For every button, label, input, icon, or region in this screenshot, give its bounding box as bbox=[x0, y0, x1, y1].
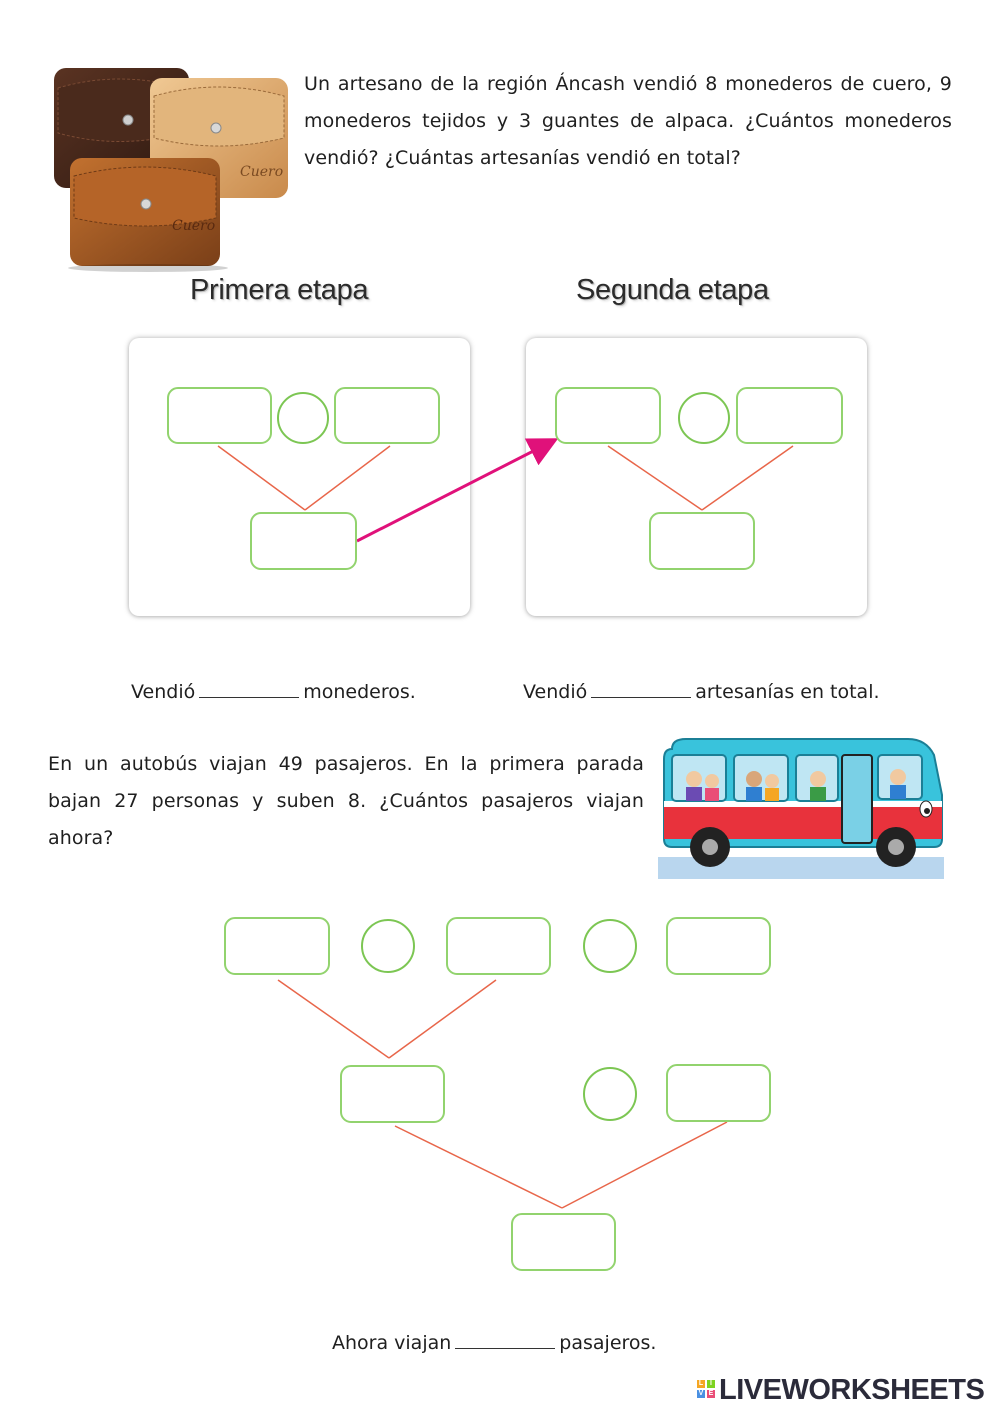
stage2-operand-1-box[interactable] bbox=[555, 387, 661, 444]
sentence-2-prefix: Vendió bbox=[523, 681, 588, 703]
sentence-1-prefix: Vendió bbox=[131, 681, 196, 703]
svg-text:Cuero: Cuero bbox=[240, 164, 284, 180]
wallets-image bbox=[48, 58, 294, 273]
stage1-operand-1-box[interactable] bbox=[167, 387, 272, 444]
stage1-result-box[interactable] bbox=[250, 512, 357, 570]
stage2-result-box[interactable] bbox=[649, 512, 755, 570]
problem-1-text: Un artesano de la región Áncash vendió 8 monederos de cuero, 9 monederos tejidos y 3 guantes de alpaca. ¿Cuántos monederos vendió? ¿Cuántas artesanías vendió en total? bbox=[304, 73, 952, 169]
stage1-operand-2-box[interactable] bbox=[334, 387, 440, 444]
bus-operator-circle-2[interactable] bbox=[583, 919, 637, 973]
bus-operand-3-box[interactable] bbox=[666, 917, 771, 975]
final-sentence-prefix: Ahora viajan bbox=[332, 1332, 452, 1354]
second-stage-panel bbox=[526, 338, 867, 616]
answer-sentence-2 bbox=[523, 679, 880, 703]
bus-operand-4-box[interactable] bbox=[666, 1064, 771, 1122]
liveworksheets-logo-mark: L I V E bbox=[698, 1380, 714, 1397]
stage2-operand-2-box[interactable] bbox=[736, 387, 843, 444]
liveworksheets-logo[interactable]: LIVEWORKSHEETS bbox=[719, 1374, 985, 1406]
stage1-operator-circle[interactable] bbox=[277, 392, 329, 444]
first-stage-panel bbox=[129, 338, 470, 616]
sentence-2-suffix: artesanías en total. bbox=[695, 681, 880, 703]
second-stage-title: Segunda etapa bbox=[576, 274, 769, 306]
bus-operator-circle-3[interactable] bbox=[583, 1067, 637, 1121]
pasajeros-blank[interactable] bbox=[455, 1330, 555, 1349]
bus-final-result-box[interactable] bbox=[511, 1213, 616, 1271]
svg-text:Cuero: Cuero bbox=[172, 218, 216, 234]
problem-2-text: En un autobús viajan 49 pasajeros. En la primera parada bajan 27 personas y suben 8. ¿Cuántos pasajeros viajan ahora? bbox=[48, 753, 644, 849]
bus-image bbox=[658, 735, 944, 879]
bus-operator-circle-1[interactable] bbox=[361, 919, 415, 973]
final-answer-sentence bbox=[332, 1330, 656, 1354]
final-sentence-suffix: pasajeros. bbox=[559, 1332, 657, 1354]
sentence-1-suffix: monederos. bbox=[303, 681, 416, 703]
monederos-blank[interactable] bbox=[199, 679, 299, 698]
answer-sentence-1 bbox=[131, 679, 416, 703]
artesanias-blank[interactable] bbox=[591, 679, 691, 698]
bus-operand-1-box[interactable] bbox=[224, 917, 330, 975]
first-stage-title: Primera etapa bbox=[190, 274, 369, 306]
bus-operand-2-box[interactable] bbox=[446, 917, 551, 975]
bus-partial-result-box[interactable] bbox=[340, 1065, 445, 1123]
stage2-operator-circle[interactable] bbox=[678, 392, 730, 444]
